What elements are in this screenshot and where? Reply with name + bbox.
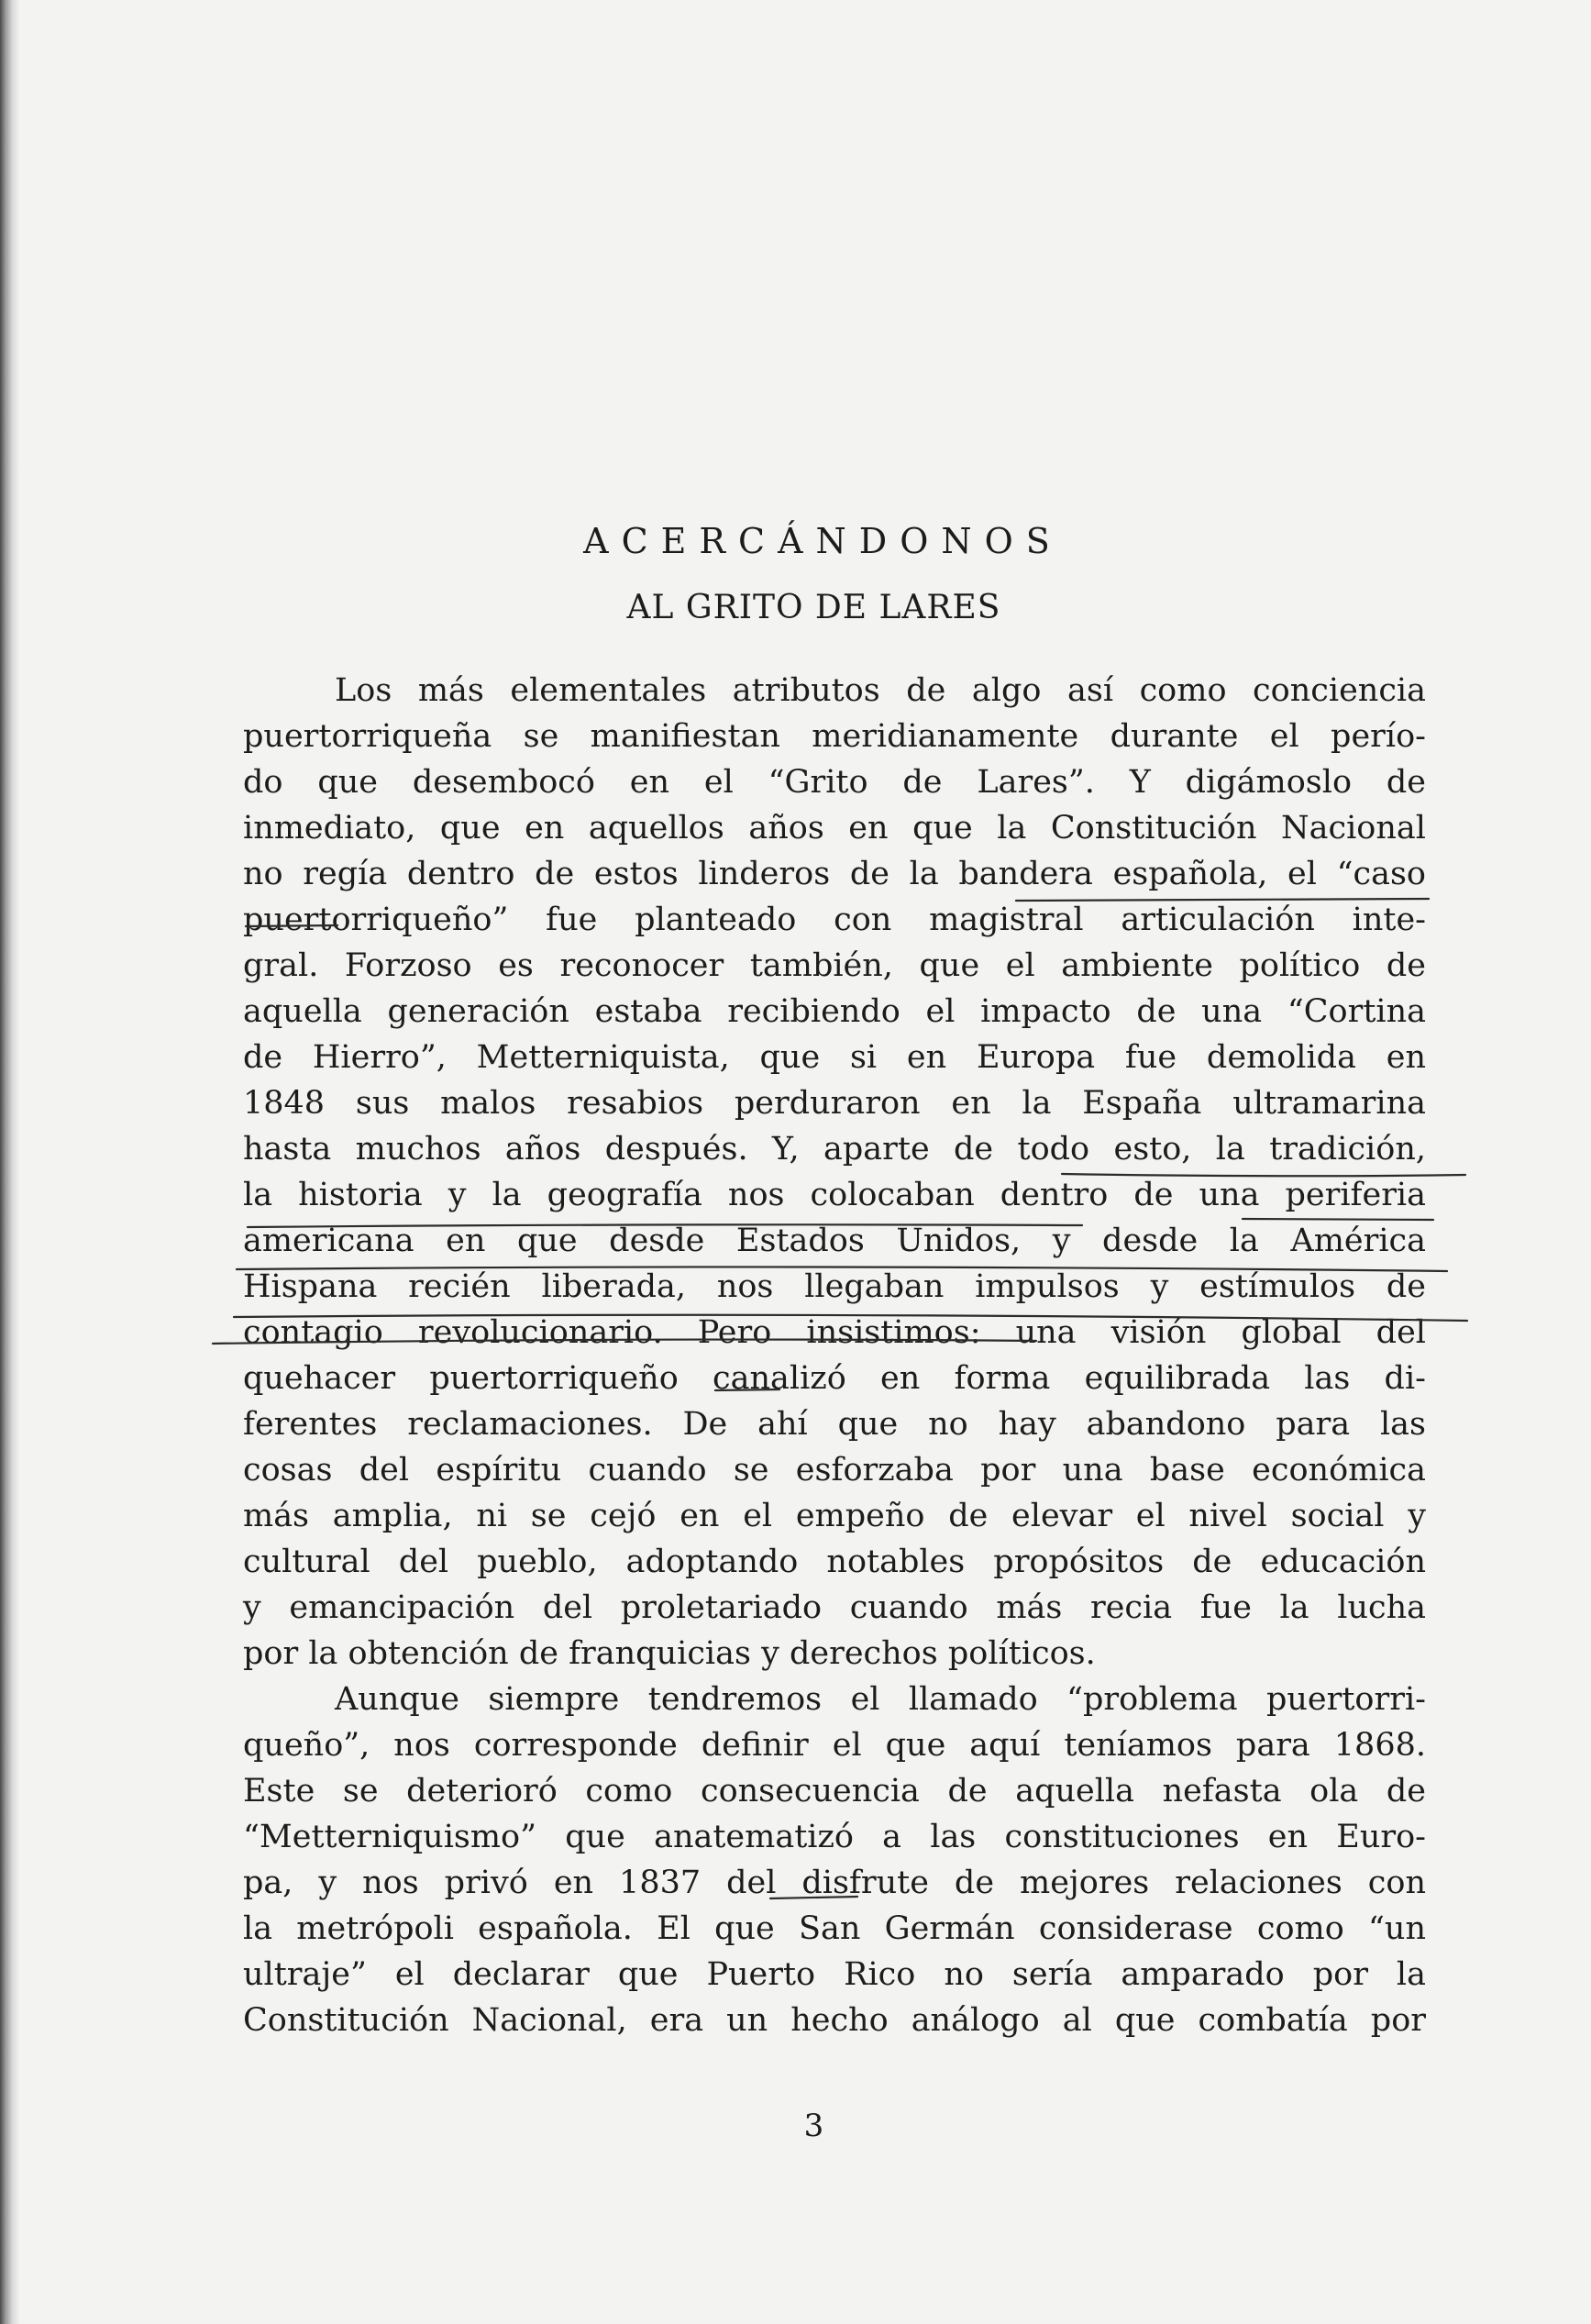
text-line: de Hierro”, Metterniquista, que si en Europa fue demolida en xyxy=(243,1039,1426,1076)
text-line: la historia y la geografía nos colocaban dentro de una periferia xyxy=(243,1177,1426,1213)
body-text xyxy=(243,668,1426,2043)
text-line: americana en que desde Estados Unidos, y desde la América xyxy=(243,1223,1426,1259)
text-line: Los más elementales atributos de algo así como conciencia xyxy=(335,672,1426,709)
text-line: ultraje” el declarar que Puerto Rico no sería amparado por la xyxy=(243,1956,1426,1993)
text-line: Aunque siempre tendremos el llamado “problema puertorri- xyxy=(335,1681,1426,1718)
text-line: cultural del pueblo, adoptando notables propósitos de educación xyxy=(243,1544,1426,1580)
text-line: Hispana recién liberada, nos llegaban impulsos y estímulos de xyxy=(243,1268,1426,1305)
text-line: ferentes reclamaciones. De ahí que no hay abandono para las xyxy=(243,1406,1426,1443)
text-line: hasta muchos años después. Y, aparte de todo esto, la tradición, xyxy=(243,1131,1426,1168)
text-line: no regía dentro de estos linderos de la bandera española, el “caso xyxy=(243,856,1426,892)
text-line: y emancipación del proletariado cuando más recia fue la lucha xyxy=(243,1589,1426,1626)
page-binding-edge xyxy=(0,0,20,2324)
text-line: cosas del espíritu cuando se esforzaba por una base económica xyxy=(243,1452,1426,1488)
text-line: por la obtención de franquicias y derechos políticos. xyxy=(243,1635,1096,1672)
text-line: la metrópoli española. El que San Germán considerase como “un xyxy=(243,1910,1426,1947)
text-line: quehacer puertorriqueño canalizó en forma equilibrada las di- xyxy=(243,1360,1426,1397)
paragraph-1 xyxy=(243,668,1426,1677)
paragraph-2 xyxy=(243,1677,1426,2043)
text-line: “Metterniquismo” que anatematizó a las constituciones en Euro- xyxy=(243,1819,1426,1855)
text-line: Este se deterioró como consecuencia de aquella nefasta ola de xyxy=(243,1773,1426,1809)
text-line: pa, y nos privó en 1837 del disfrute de mejores relaciones con xyxy=(243,1865,1426,1901)
text-line: inmediato, que en aquellos años en que la Constitución Nacional xyxy=(243,810,1426,847)
title-line-1: ACERCÁNDONOS xyxy=(583,521,1063,561)
text-line: do que desembocó en el “Grito de Lares”. Y digámoslo de xyxy=(243,764,1426,801)
text-line: gral. Forzoso es reconocer también, que el ambiente político de xyxy=(243,947,1426,984)
text-line: puertorriqueña se manifiestan meridianamente durante el perío- xyxy=(243,718,1426,755)
text-line: más amplia, ni se cejó en el empeño de elevar el nivel social y xyxy=(243,1498,1426,1534)
text-line: contagio revolucionario. Pero insistimos: una visión global del xyxy=(243,1314,1426,1351)
text-line: queño”, nos corresponde definir el que aquí teníamos para 1868. xyxy=(243,1727,1426,1764)
text-line: Constitución Nacional, era un hecho análogo al que combatía por xyxy=(243,2002,1426,2039)
text-line: puertorriqueño” fue planteado con magistral articulación inte- xyxy=(243,902,1426,938)
title-line-2: AL GRITO DE LARES xyxy=(626,589,1001,626)
page-number: 3 xyxy=(803,2108,824,2144)
text-line: aquella generación estaba recibiendo el impacto de una “Cortina xyxy=(243,993,1426,1030)
text-line: 1848 sus malos resabios perduraron en la España ultramarina xyxy=(243,1085,1426,1122)
